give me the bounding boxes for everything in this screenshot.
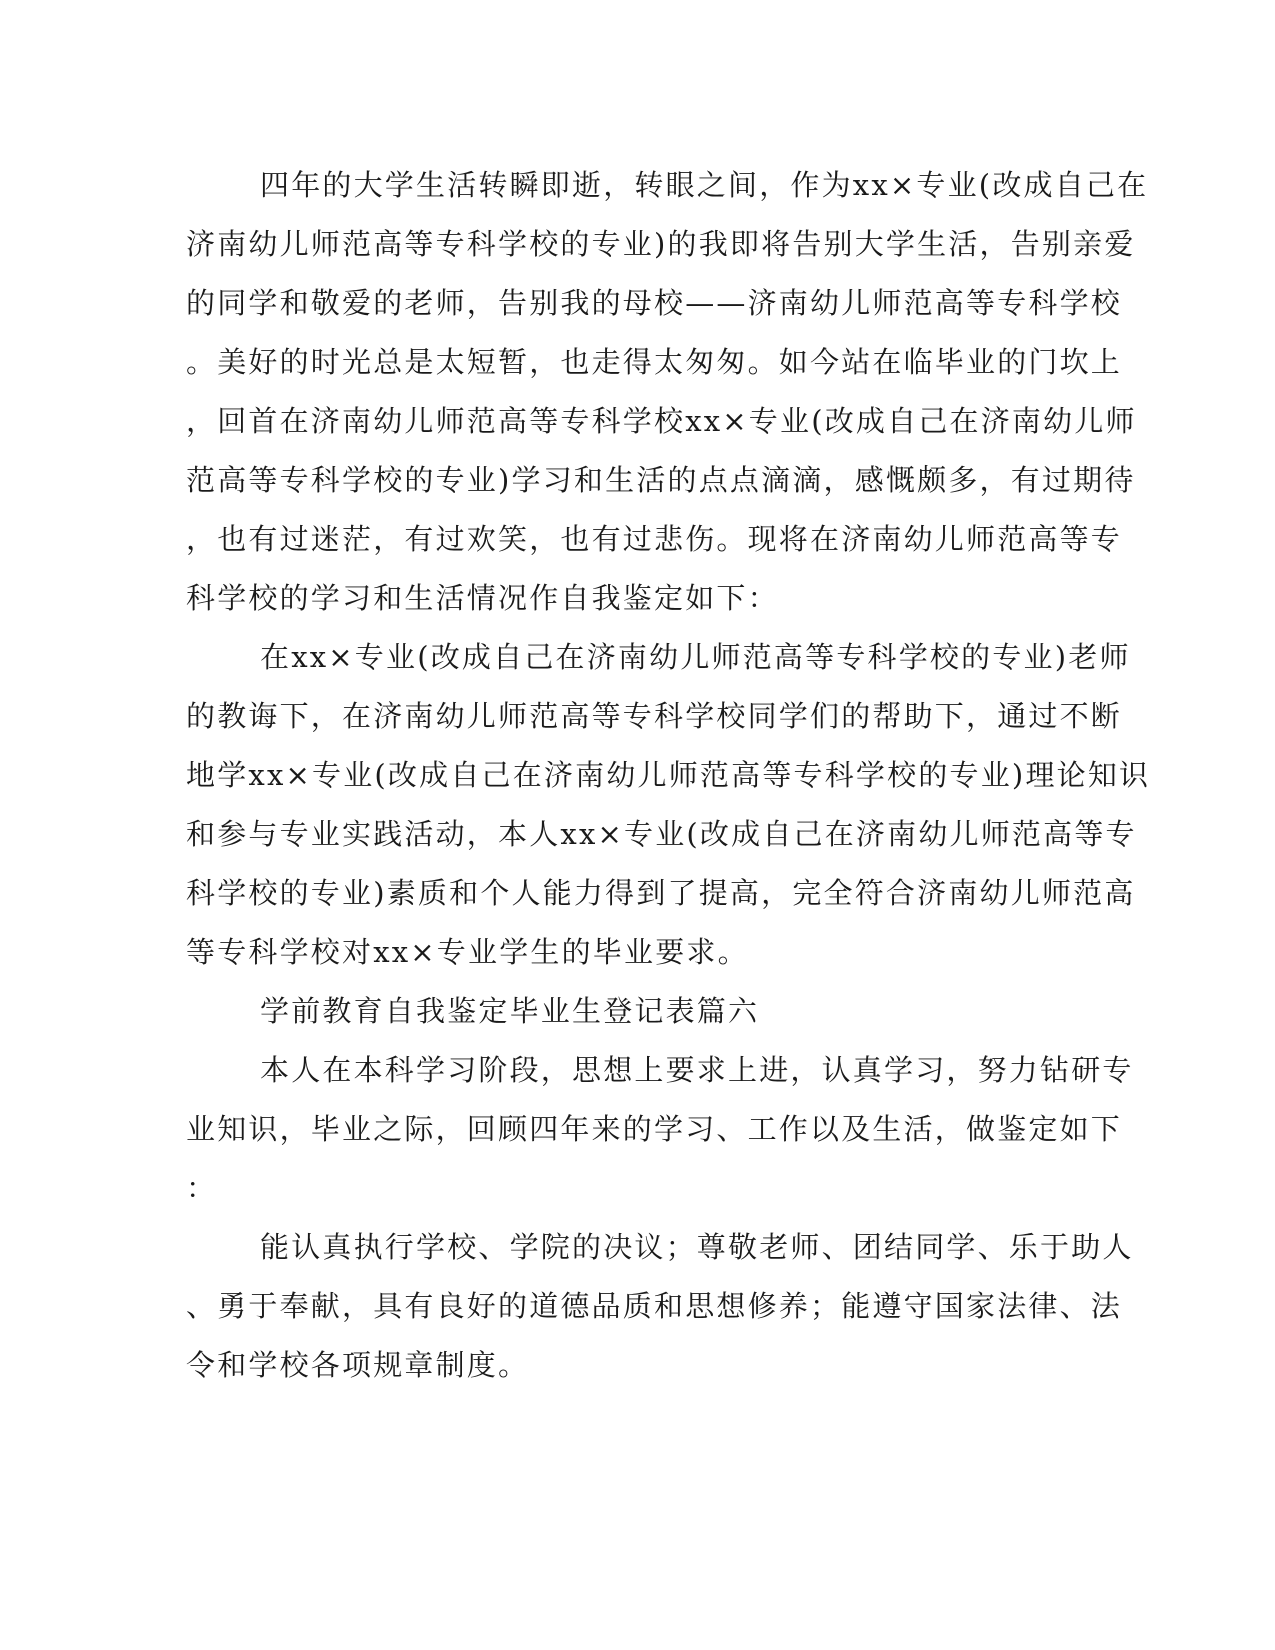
text-line: 在xx×专业(改成自己在济南幼儿师范高等专科学校的专业)老师 — [260, 640, 1131, 674]
text-line: ，回首在济南幼儿师范高等专科学校xx×专业(改成自己在济南幼儿师 — [186, 404, 1137, 438]
text-line: 济南幼儿师范高等专科学校的专业)的我即将告别大学生活，告别亲爱 — [186, 227, 1136, 261]
text-line: 四年的大学生活转瞬即逝，转眼之间，作为xx×专业(改成自己在 — [260, 168, 1149, 202]
section-heading: 学前教育自我鉴定毕业生登记表篇六 — [260, 994, 760, 1028]
text-line: 本人在本科学习阶段，思想上要求上进，认真学习，努力钻研专 — [260, 1053, 1134, 1087]
text-line: 科学校的学习和生活情况作自我鉴定如下： — [186, 581, 779, 615]
text-line: 业知识，毕业之际，回顾四年来的学习、工作以及生活，做鉴定如下 — [186, 1112, 1123, 1146]
text-line: 科学校的专业)素质和个人能力得到了提高，完全符合济南幼儿师范高 — [186, 876, 1136, 910]
text-line: 令和学校各项规章制度。 — [186, 1348, 530, 1382]
text-line: ： — [186, 1171, 218, 1205]
text-line: 的同学和敬爱的老师，告别我的母校——济南幼儿师范高等专科学校 — [186, 286, 1123, 320]
text-line: ，也有过迷茫，有过欢笑，也有过悲伤。现将在济南幼儿师范高等专 — [186, 522, 1123, 556]
text-line: 能认真执行学校、学院的决议；尊敬老师、团结同学、乐于助人 — [260, 1230, 1134, 1264]
text-line: 。美好的时光总是太短暂，也走得太匆匆。如今站在临毕业的门坎上 — [186, 345, 1123, 379]
text-line: 、勇于奉献，具有良好的道德品质和思想修养；能遵守国家法律、法 — [186, 1289, 1123, 1323]
text-line: 等专科学校对xx×专业学生的毕业要求。 — [186, 935, 749, 969]
text-line: 的教诲下，在济南幼儿师范高等专科学校同学们的帮助下，通过不断 — [186, 699, 1123, 733]
text-line: 和参与专业实践活动，本人xx×专业(改成自己在济南幼儿师范高等专 — [186, 817, 1137, 851]
text-line: 地学xx×专业(改成自己在济南幼儿师范高等专科学校的专业)理论知识 — [186, 758, 1151, 792]
text-line: 范高等专科学校的专业)学习和生活的点点滴滴，感慨颇多，有过期待 — [186, 463, 1136, 497]
